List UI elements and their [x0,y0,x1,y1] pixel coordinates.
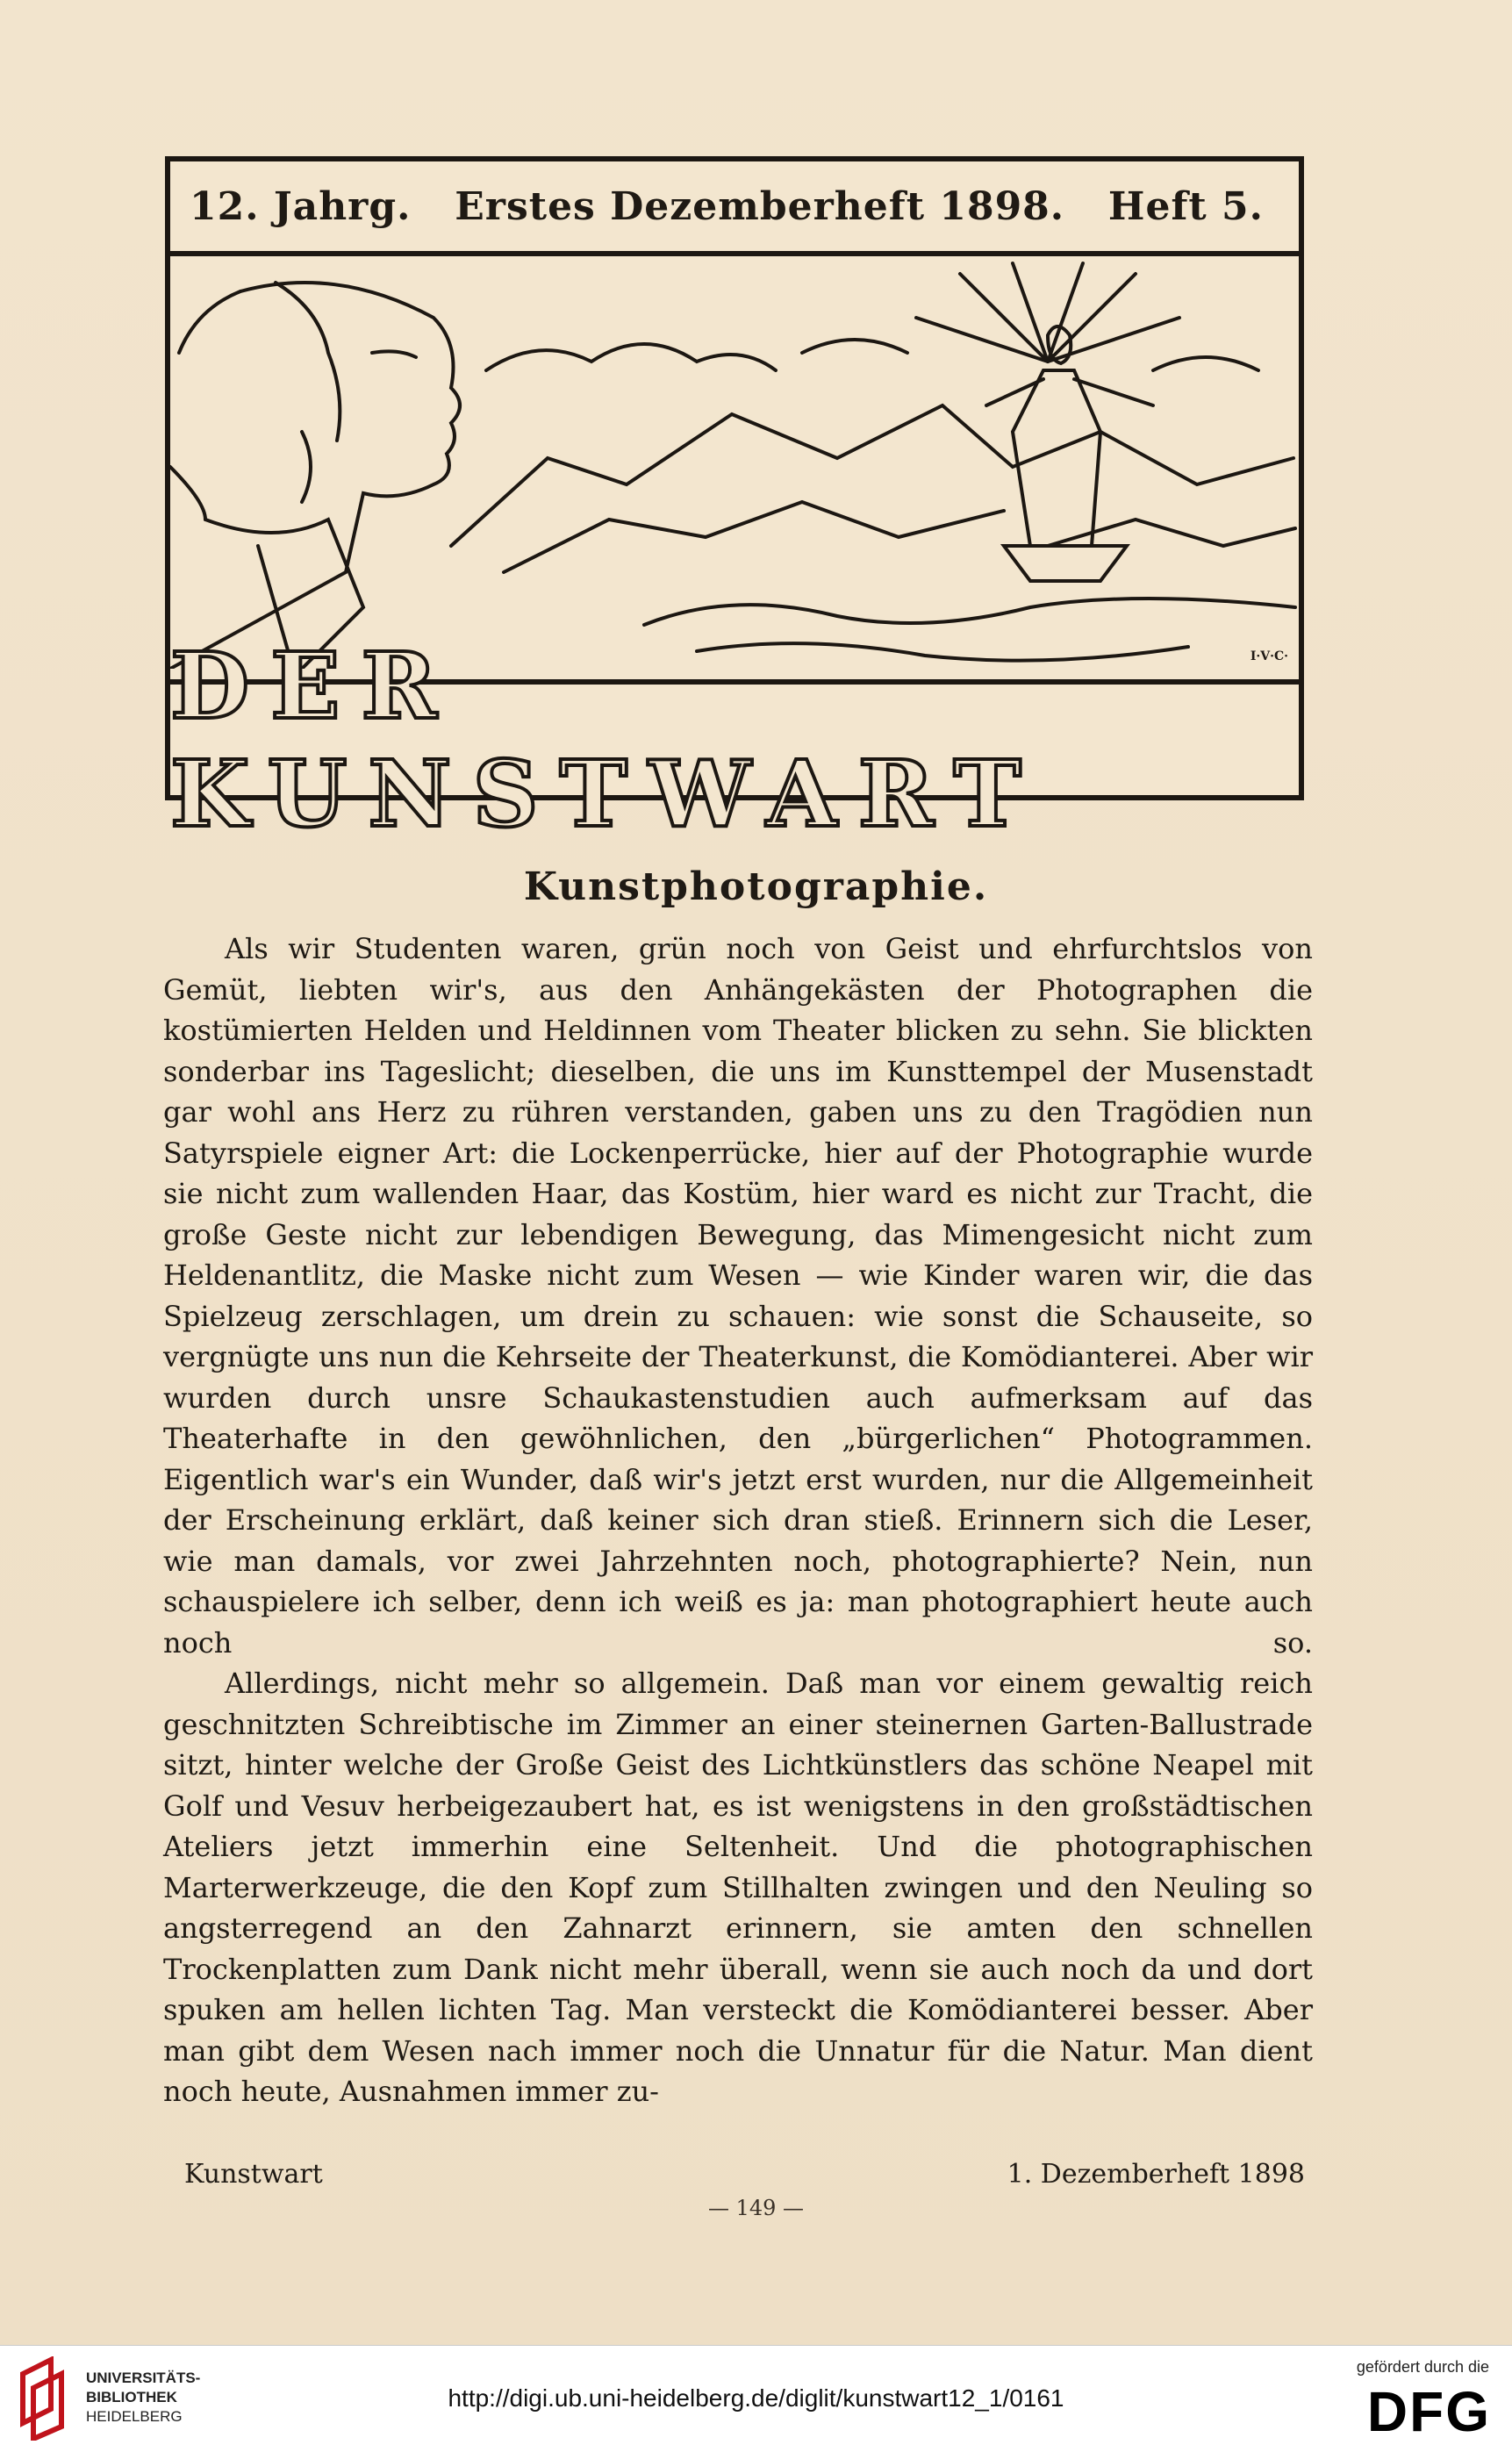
article-body [163,928,1313,2112]
masthead [165,156,1304,848]
funding-caption: gefördert durch die [1356,2358,1489,2376]
article-title: Kunstphotographie. [523,864,989,909]
article-paragraph-2: Allerdings, nicht mehr so allgemein. Daß man vor einem gewaltig reich geschnitzten Schreibtische im Zimmer an einer steinernen Garten-Ballustrade sitzt, hinter welche der Große Geist des Lichtkünstlers das schöne Neapel mit Golf und Vesuv herbeigezaubert hat, es ist wenigstens in den großstädtischen Ateliers jetzt immerhin eine Seltenheit. Und die photographischen Marterwerkzeuge, die den Kopf zum Stillhalten zwingen und den Neuling so angsterregend an den Zahnarzt erinnern, sie amten den schnellen Trockenplatten zum Dank nicht mehr überall, wenn sie auch noch da und dort spuken am hellen lichten Tag. Man versteckt die Komödianterei besser. Aber man gibt dem Wesen nach immer noch die Unnatur für die Natur. Man dient noch heute, Ausnahmen immer zu- [163,1667,1313,2108]
page-number: — 149 — [707,2196,805,2220]
dfg-logo: DFG [1366,2380,1491,2443]
library-line-2: BIBLIOTHEK [86,2389,177,2405]
footer-journal-name: Kunstwart [184,2159,323,2190]
masthead-illustration [170,256,1299,669]
issue-number-label: Heft 5. [1107,183,1264,229]
masthead-header [170,161,1299,256]
article-paragraph-1: Als wir Studenten waren, grün noch von Geist und ehrfurchtslos von Gemüt, liebten wir's, aus den Anhängekästen der Photographen die kostümierten Helden und Heldinnen vom Theater blicken zu sehn. Sie blickten sonderbar ins Tageslicht; dieselben, die uns im Kunsttempel der Musenstadt gar wohl ans Herz zu rühren verstanden, gaben uns zu den Tragödien nun Satyrspiele eigner Art: die Lockenperrücke, hier auf der Photographie wurde sie nicht zum wallenden Haar, das Kostüm, hier ward es nicht zur Tracht, die große Geste nicht zur lebendigen Bewegung, das Mimengesicht nicht zum Heldenantlitz, die Maske nicht zum Wesen — wie Kinder waren wir, die das Spielzeug zerschlagen, um drein zu schauen: wie sonst die Schauseite, so vergnügte uns nun die Kehrseite der Theaterkunst, die Komödianterei. Aber wir wurden durch unsre Schaukastenstudien auch aufmerksam auf das Theaterhafte in den gewöhnlichen, den „bürgerlichen“ Photogrammen. Eigentlich war's ein Wunder, daß wir's jetzt erst wurden, nur die Allgemeinheit der Erscheinung erklärt, daß keiner sich dran stieß. Erinnern sich die Leser, wie man damals, vor zwei Jahrzehnten noch, photographierte? Nein, nun schauspielere ich selber, denn ich weiß es ja: man photographiert heute auch noch so. [163,932,1313,1660]
issue-date-label: Erstes Dezemberheft 1898. [455,183,1065,229]
library-line-3: HEIDELBERG [86,2408,183,2425]
journal-title: DER KUNSTWART [170,632,1043,848]
illustrator-signature: I·V·C· [1250,649,1288,663]
volume-label: 12. Jahrg. [190,183,412,229]
library-line-1: UNIVERSITÄTS- [86,2370,201,2386]
viewer-footer-bar [0,2345,1512,2452]
document-url[interactable]: http://digi.ub.uni-heidelberg.de/diglit/kunstwart12_1/0161 [448,2384,1064,2412]
footer-issue: 1. Dezemberheft 1898 [1007,2159,1305,2190]
